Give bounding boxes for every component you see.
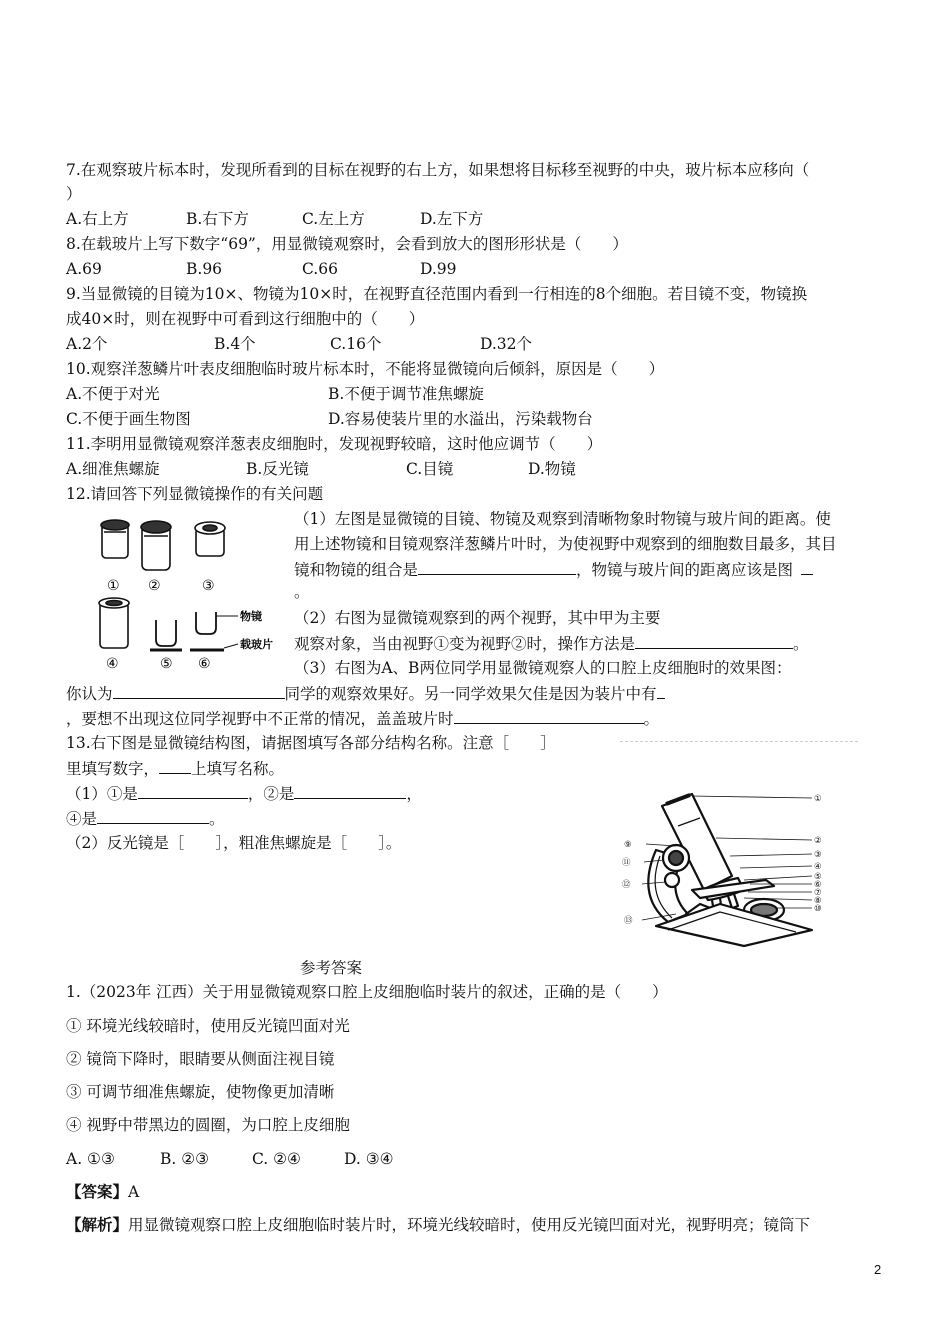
label-3: ③ bbox=[202, 578, 215, 594]
q12-p3-line3a: ，要想不出现这位同学视野中不正常的情况，盖盖玻片时 bbox=[66, 710, 454, 728]
objective-6 bbox=[190, 612, 238, 650]
blank-lens-combination[interactable] bbox=[418, 559, 576, 575]
fine-knob bbox=[665, 873, 679, 887]
q9-option-b: B.4个 bbox=[214, 335, 256, 353]
q12-stem: 12.请回答下列显微镜操作的有关问题 bbox=[66, 485, 324, 503]
blank-part-4[interactable] bbox=[97, 808, 209, 824]
fig-label-2: ② bbox=[814, 836, 822, 846]
q12-p2-line2a: 观察对象，当由视野①变为视野②时，操作方法是 bbox=[294, 635, 636, 653]
q13-stem-line2b: 上填写名称。 bbox=[191, 760, 285, 778]
q13-stem-line2a: 里填写数字， bbox=[66, 760, 160, 778]
label-5: ⑤ bbox=[160, 656, 173, 672]
q12-p3-line2a: 你认为 bbox=[66, 685, 113, 703]
q12-p2-line2 bbox=[294, 633, 809, 654]
objective-label: 物镜 bbox=[240, 610, 262, 623]
q13-p1 bbox=[66, 783, 422, 804]
fig-label-7: ⑦ bbox=[814, 888, 822, 898]
q7-stem-line2: ） bbox=[66, 185, 82, 203]
q8-option-d: D.99 bbox=[420, 260, 457, 278]
fig-label-5: ⑤ bbox=[814, 872, 822, 882]
q10-option-b: B.不便于调节准焦螺旋 bbox=[328, 385, 484, 403]
blank-operation-method[interactable] bbox=[635, 633, 793, 649]
label-6: ⑥ bbox=[198, 656, 211, 672]
label-2: ② bbox=[148, 578, 161, 594]
blank-bubble-reason[interactable] bbox=[657, 683, 665, 699]
answer-line bbox=[66, 1182, 139, 1202]
answers-heading: 参考答案 bbox=[300, 959, 363, 977]
blank-distance-figure[interactable] bbox=[801, 559, 813, 575]
q9-option-a: A.2个 bbox=[66, 335, 108, 353]
answer-q1-option-d: D. ③④ bbox=[344, 1150, 394, 1168]
q12-p3-line3b: 。 bbox=[643, 710, 660, 728]
blank-part-1[interactable] bbox=[138, 783, 248, 799]
q11-option-c: C.目镜 bbox=[406, 460, 454, 478]
q12-p1-line3b: ，物镜与玻片间的距离应该是图 bbox=[576, 561, 794, 579]
answer-q1-option-c: C. ②④ bbox=[252, 1150, 301, 1168]
q11-stem: 11.李明用显微镜观察洋葱表皮细胞时，发现视野较暗，这时他应调节（ ） bbox=[66, 435, 603, 453]
faint-rule bbox=[620, 741, 858, 742]
q12-p1-line1: （1）左图是显微镜的目镜、物镜及观察到清晰物象时物镜与玻片间的距离。使 bbox=[294, 510, 831, 528]
q12-p3-line1: （3）右图为A、B两位同学用显微镜观察人的口腔上皮细胞时的效果图： bbox=[294, 659, 792, 677]
statement-1: ① 环境光线较暗时，使用反光镜凹面对光 bbox=[66, 1017, 350, 1035]
answer-value: A bbox=[128, 1183, 140, 1201]
q11-option-b: B.反光镜 bbox=[246, 460, 309, 478]
slide-label: 载玻片 bbox=[240, 638, 273, 651]
q7-option-a: A.右上方 bbox=[66, 210, 129, 228]
q8-option-a: A.69 bbox=[66, 260, 102, 278]
q8-option-c: C.66 bbox=[302, 260, 338, 278]
blank-better-student[interactable] bbox=[113, 683, 285, 699]
fig-label-8: ⑧ bbox=[814, 896, 822, 906]
fig-label-4: ④ bbox=[814, 862, 822, 872]
fig-label-1: ① bbox=[814, 794, 822, 804]
q13-p1a: （1）①是 bbox=[66, 785, 138, 803]
fig-label-12: ⑫ bbox=[622, 880, 631, 890]
q10-option-c: C.不便于画生物图 bbox=[66, 410, 191, 428]
answer-q1-option-b: B. ②③ bbox=[160, 1150, 210, 1168]
q10-stem: 10.观察洋葱鳞片叶表皮细胞临时玻片标本时，不能将显微镜向后倾斜，原因是（ ） bbox=[66, 360, 665, 378]
fig-label-6: ⑥ bbox=[814, 880, 822, 890]
label-4: ④ bbox=[106, 656, 119, 672]
q7-stem-line1: 7.在观察玻片标本时，发现所看到的目标在视野的右上方，如果想将目标移至视野的中央，玻片标本应移向（ bbox=[66, 161, 810, 179]
q12-p2-line1: （2）右图为显微镜观察到的两个视野，其中甲为主要 bbox=[294, 609, 661, 627]
q13-stem-line2 bbox=[66, 758, 284, 779]
microscope-figure bbox=[616, 786, 854, 950]
q12-p1-line3 bbox=[294, 559, 813, 580]
q13-p1b: ，②是 bbox=[247, 785, 295, 803]
q13-p1-line2 bbox=[66, 808, 225, 829]
fig-label-9: ⑨ bbox=[624, 840, 632, 850]
objective-4 bbox=[99, 598, 129, 648]
analysis-line bbox=[66, 1215, 810, 1235]
q11-option-d: D.物镜 bbox=[528, 460, 576, 478]
q13-p1d: ④是 bbox=[66, 810, 98, 828]
q12-p2-line2b: 。 bbox=[793, 635, 809, 653]
q8-stem: 8.在载玻片上写下数字“69”，用显微镜观察时，会看到放大的图形形状是（ ） bbox=[66, 235, 628, 253]
q12-p3-line2b: 同学的观察效果好。另一同学效果欠佳是因为装片中有 bbox=[284, 685, 657, 703]
q12-p1-line3a: 镜和物镜的组合是 bbox=[294, 561, 419, 579]
statement-3: ③ 可调节细准焦螺旋，使物像更加清晰 bbox=[66, 1083, 335, 1101]
q7-option-d: D.左下方 bbox=[420, 210, 484, 228]
fig-label-3: ③ bbox=[814, 850, 822, 860]
q11-option-a: A.细准焦螺旋 bbox=[66, 460, 160, 478]
answer-label: 【答案】 bbox=[66, 1182, 129, 1201]
fig-label-11: ⑪ bbox=[622, 858, 631, 868]
q7-option-b: B.右下方 bbox=[186, 210, 249, 228]
q12-p3-line3 bbox=[66, 708, 659, 729]
q13-p1e: 。 bbox=[209, 810, 225, 828]
q10-option-d: D.容易使装片里的水溢出，污染载物台 bbox=[328, 410, 593, 428]
label-1: ① bbox=[107, 578, 120, 594]
q13-stem-line1: 13.右下图是显微镜结构图，请据图填写各部分结构名称。注意［ ］ bbox=[66, 734, 556, 752]
q9-stem-line1: 9.当显微镜的目镜为10×、物镜为10×时，在视野直径范围内看到一行相连的8个细胞。若目镜不变，物镜换 bbox=[66, 285, 808, 303]
objective-5 bbox=[150, 620, 182, 650]
q13-p2: （2）反光镜是［ ］，粗准焦螺旋是［ ］。 bbox=[66, 834, 402, 852]
q9-option-d: D.32个 bbox=[480, 335, 533, 353]
q12-p1-line2: 用上述物镜和目镜观察洋葱鳞片叶时，为使视野中观察到的细胞数目最多，其目 bbox=[294, 535, 837, 553]
analysis-text: 用显微镜观察口腔上皮细胞临时装片时，环境光线较暗时，使用反光镜凹面对光，视野明亮；镜筒下 bbox=[128, 1216, 811, 1234]
q8-option-b: B.96 bbox=[186, 260, 223, 278]
eyepiece-1 bbox=[101, 520, 129, 558]
statement-4: ④ 视野中带黑边的圆圈，为口腔上皮细胞 bbox=[66, 1116, 350, 1134]
statement-2: ② 镜筒下降时，眼睛要从侧面注视目镜 bbox=[66, 1050, 335, 1068]
blank-coverslip-method[interactable] bbox=[454, 708, 644, 724]
answer-q1-stem: 1.（2023年 江西）关于用显微镜观察口腔上皮细胞临时装片的叙述，正确的是（ ） bbox=[66, 983, 668, 1001]
eyepiece-2 bbox=[141, 521, 171, 570]
blank-name-sample bbox=[159, 758, 191, 774]
q9-option-c: C.16个 bbox=[330, 335, 382, 353]
blank-part-2[interactable] bbox=[294, 783, 406, 799]
q7-option-c: C.左上方 bbox=[302, 210, 365, 228]
q12-p1-line4: 。 bbox=[294, 583, 310, 601]
analysis-label: 【解析】 bbox=[66, 1215, 129, 1234]
q10-option-a: A.不便于对光 bbox=[66, 385, 160, 403]
eyepiece-3 bbox=[195, 522, 225, 556]
lens-figure bbox=[90, 512, 290, 677]
q12-p3-line2 bbox=[66, 683, 665, 704]
q9-stem-line2: 成40×时，则在视野中可看到这行细胞中的（ ） bbox=[66, 310, 425, 328]
page-number: 2 bbox=[874, 1262, 882, 1277]
fig-label-10: ⑩ bbox=[814, 904, 822, 914]
fig-label-13: ⑬ bbox=[624, 916, 633, 926]
answer-q1-option-a: A. ①③ bbox=[66, 1150, 115, 1168]
q13-p1c: ， bbox=[406, 785, 422, 803]
